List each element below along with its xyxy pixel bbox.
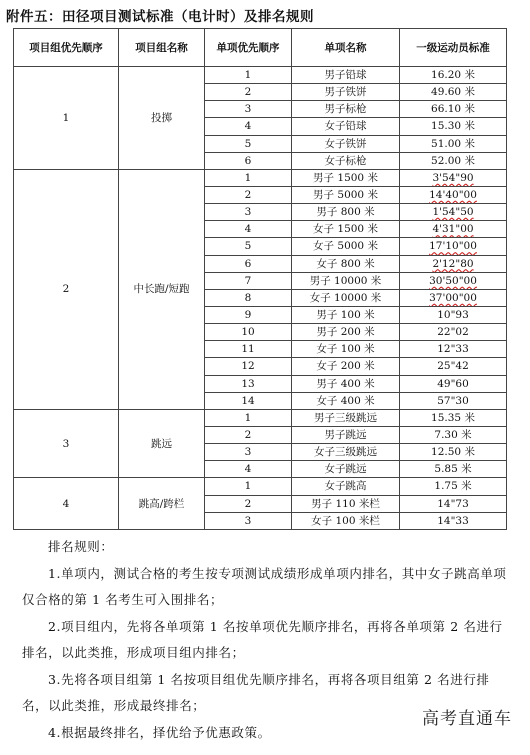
event-name-cell (292, 478, 400, 495)
standard-cell-text: 4'31"00 (432, 223, 474, 236)
standard-cell-text: 16.20 米 (431, 69, 475, 82)
standard-cell-text: 52.00 米 (431, 154, 475, 167)
event-order-cell-text: 2 (244, 86, 252, 99)
event-name-cell-text: 女子铅球 (324, 120, 367, 133)
event-order-cell-text: 2 (244, 189, 252, 202)
standard-cell-text: 12.50 米 (431, 446, 475, 459)
event-name-cell (292, 169, 400, 186)
header-event-order: 单项优先顺序 (205, 29, 292, 67)
standard-cell (400, 67, 507, 84)
event-name-cell-text: 女子标枪 (324, 154, 367, 167)
standard-cell (400, 84, 507, 101)
event-name-cell-text: 男子 100 米 (316, 309, 375, 322)
event-order-cell (205, 478, 292, 495)
standard-cell-text: 5.85 米 (434, 463, 472, 476)
event-name-cell-text: 女子铁饼 (324, 137, 367, 150)
event-name-cell-text: 男子铅球 (324, 69, 367, 82)
event-order-cell (205, 221, 292, 238)
standard-cell-text: 2'12"80 (432, 257, 474, 270)
group-name-cell: 中长跑/短跑 (119, 169, 205, 409)
standard-cell (400, 495, 507, 512)
standard-cell (400, 306, 507, 323)
event-name-cell (292, 152, 400, 169)
event-name-cell (292, 118, 400, 135)
event-order-cell-text: 3 (244, 514, 252, 527)
standard-cell (400, 444, 507, 461)
group-name-cell: 跳远 (119, 409, 205, 478)
event-order-cell-text: 1 (244, 480, 252, 493)
standard-cell (400, 186, 507, 203)
event-name-cell (292, 375, 400, 392)
standard-cell-text: 57"30 (437, 394, 469, 407)
rule-item-4: 4.根据最终排名，择优给予优惠政策。 (48, 724, 271, 740)
standard-cell (400, 289, 507, 306)
standard-cell-text: 7.30 米 (434, 429, 472, 442)
standard-cell (400, 341, 507, 358)
event-order-cell (205, 375, 292, 392)
standard-cell-text: 22"02 (437, 326, 469, 339)
event-order-cell-text: 8 (244, 291, 252, 304)
header-event-name: 单项名称 (292, 29, 400, 67)
event-order-cell-text: 3 (244, 206, 252, 219)
standard-cell (400, 169, 507, 186)
standard-cell-text: 17'10"00 (429, 240, 477, 253)
standard-cell-text: 1.75 米 (434, 480, 472, 493)
event-order-cell (205, 204, 292, 221)
table-row (14, 169, 507, 186)
event-order-cell-text: 5 (244, 240, 252, 253)
event-order-cell (205, 392, 292, 409)
rule-item-2: 2.项目组内，先将各单项第 1 名按单项优先顺序排名，再将各单项第 2 名进行排名，以此类推，形成项目组内排名； (22, 618, 503, 660)
event-name-cell (292, 135, 400, 152)
standard-cell (400, 324, 507, 341)
standard-cell (400, 101, 507, 118)
event-name-cell (292, 444, 400, 461)
standard-cell (400, 375, 507, 392)
event-order-cell-text: 6 (244, 257, 252, 270)
watermark-logo-text: 高考直通车 (418, 704, 516, 729)
event-name-cell (292, 186, 400, 203)
event-name-cell-text: 男子 200 米 (316, 326, 375, 339)
event-order-cell-text: 2 (244, 497, 252, 510)
event-name-cell-text: 男子 800 米 (316, 206, 375, 219)
standard-cell-text: 10"93 (437, 309, 469, 322)
standard-cell-text: 25"42 (437, 360, 469, 373)
event-order-cell-text: 9 (244, 309, 252, 322)
standard-cell-text: 49.60 米 (431, 86, 475, 99)
header-group-priority: 项目组优先顺序 (14, 29, 119, 67)
group-name-cell: 跳高/跨栏 (119, 478, 205, 529)
group-name-cell: 投掷 (119, 67, 205, 170)
event-name-cell (292, 461, 400, 478)
event-name-cell (292, 101, 400, 118)
event-order-cell-text: 4 (244, 223, 252, 236)
event-name-cell-text: 女子 100 米栏 (311, 514, 380, 527)
group-priority-cell: 4 (14, 478, 119, 529)
event-order-cell-text: 2 (244, 429, 252, 442)
event-name-cell (292, 238, 400, 255)
event-name-cell-text: 男子 10000 米 (309, 274, 382, 287)
event-order-cell-text: 12 (241, 360, 255, 373)
event-name-cell-text: 男子 400 米 (316, 377, 375, 390)
event-order-cell-text: 1 (244, 171, 252, 184)
event-order-cell-text: 4 (244, 463, 252, 476)
event-name-cell (292, 409, 400, 426)
standard-cell-text: 15.35 米 (431, 411, 475, 424)
event-name-cell (292, 426, 400, 443)
standard-cell-text: 12"33 (437, 343, 469, 356)
event-order-cell (205, 324, 292, 341)
event-name-cell-text: 女子 10000 米 (309, 291, 382, 304)
event-order-cell (205, 272, 292, 289)
standard-cell-text: 37'00"00 (429, 291, 477, 304)
event-order-cell-text: 7 (244, 274, 252, 287)
event-order-cell (205, 306, 292, 323)
event-name-cell-text: 女子 400 米 (316, 394, 375, 407)
event-name-cell-text: 男子 110 米栏 (311, 497, 380, 510)
standard-cell-text: 3'54"90 (432, 171, 474, 184)
event-name-cell-text: 男子铁饼 (324, 86, 367, 99)
event-order-cell (205, 409, 292, 426)
standard-cell (400, 512, 507, 529)
standard-cell (400, 118, 507, 135)
event-order-cell-text: 1 (244, 69, 252, 82)
event-name-cell (292, 255, 400, 272)
rules-heading: 排名规则： (48, 539, 114, 554)
event-name-cell (292, 84, 400, 101)
standard-cell-text: 14'40"00 (429, 189, 477, 202)
event-name-cell (292, 67, 400, 84)
standard-cell-text: 14"73 (437, 497, 469, 510)
group-priority-cell: 3 (14, 409, 119, 478)
header-standard: 一级运动员标准 (400, 29, 507, 67)
event-name-cell-text: 男子三级跳远 (314, 411, 377, 424)
event-order-cell (205, 118, 292, 135)
event-name-cell (292, 289, 400, 306)
event-name-cell-text: 女子 1500 米 (313, 223, 378, 236)
document-title: 附件五：田径项目测试标准（电计时）及排名规则 (6, 9, 314, 25)
standard-cell (400, 358, 507, 375)
event-name-cell (292, 392, 400, 409)
standard-cell (400, 426, 507, 443)
event-order-cell-text: 6 (244, 154, 252, 167)
event-name-cell (292, 324, 400, 341)
table-row (14, 409, 507, 426)
event-order-cell (205, 495, 292, 512)
event-order-cell (205, 152, 292, 169)
standard-cell (400, 221, 507, 238)
standard-cell (400, 135, 507, 152)
event-name-cell-text: 女子 800 米 (316, 257, 375, 270)
event-name-cell-text: 女子 200 米 (316, 360, 375, 373)
event-order-cell (205, 444, 292, 461)
standard-cell (400, 461, 507, 478)
standard-cell-text: 15.30 米 (431, 120, 475, 133)
standard-cell-text: 14"33 (437, 514, 469, 527)
event-name-cell-text: 女子 100 米 (316, 343, 375, 356)
event-order-cell (205, 341, 292, 358)
standard-cell (400, 204, 507, 221)
event-name-cell-text: 男子 5000 米 (313, 189, 378, 202)
table-header-row (14, 29, 507, 67)
event-order-cell (205, 461, 292, 478)
event-name-cell (292, 341, 400, 358)
table-body (14, 67, 507, 530)
event-order-cell-text: 4 (244, 120, 252, 133)
rule-item-1: 1.单项内，测试合格的考生按专项测试成绩形成单项内排名，其中女子跳高单项仅合格的第 1 名考生可入围排名； (22, 565, 507, 607)
standard-cell (400, 392, 507, 409)
event-name-cell (292, 272, 400, 289)
standards-table (13, 28, 507, 530)
event-order-cell-text: 14 (241, 394, 255, 407)
standard-cell-text: 49"60 (437, 377, 469, 390)
event-name-cell-text: 女子跳高 (324, 480, 367, 493)
event-order-cell-text: 13 (241, 377, 255, 390)
event-order-cell-text: 1 (244, 411, 252, 424)
standard-cell-text: 66.10 米 (431, 103, 475, 116)
event-order-cell (205, 358, 292, 375)
event-order-cell (205, 135, 292, 152)
group-priority-cell: 1 (14, 67, 119, 170)
event-order-cell (205, 238, 292, 255)
standard-cell (400, 238, 507, 255)
event-name-cell (292, 221, 400, 238)
event-name-cell-text: 男子跳远 (324, 429, 367, 442)
event-order-cell (205, 512, 292, 529)
event-name-cell-text: 女子 5000 米 (313, 240, 378, 253)
event-order-cell (205, 101, 292, 118)
event-name-cell (292, 204, 400, 221)
event-order-cell-text: 11 (241, 343, 255, 356)
event-name-cell-text: 男子 1500 米 (313, 171, 378, 184)
event-order-cell-text: 10 (241, 326, 255, 339)
table-row (14, 67, 507, 84)
event-name-cell (292, 512, 400, 529)
event-order-cell (205, 289, 292, 306)
event-order-cell (205, 255, 292, 272)
event-order-cell (205, 67, 292, 84)
event-order-cell (205, 84, 292, 101)
group-priority-cell: 2 (14, 169, 119, 409)
event-order-cell (205, 186, 292, 203)
event-name-cell (292, 358, 400, 375)
standard-cell-text: 1'54"50 (432, 206, 474, 219)
event-name-cell (292, 306, 400, 323)
standard-cell (400, 255, 507, 272)
event-name-cell-text: 女子跳远 (324, 463, 367, 476)
event-order-cell-text: 3 (244, 103, 252, 116)
event-order-cell-text: 5 (244, 137, 252, 150)
event-order-cell (205, 426, 292, 443)
event-name-cell (292, 495, 400, 512)
standard-cell (400, 409, 507, 426)
table-row (14, 478, 507, 495)
event-name-cell-text: 男子标枪 (324, 103, 367, 116)
standard-cell-text: 51.00 米 (431, 137, 475, 150)
event-order-cell-text: 3 (244, 446, 252, 459)
event-name-cell-text: 女子三级跳远 (314, 446, 377, 459)
standard-cell-text: 30'50"00 (429, 274, 477, 287)
rule-item-3: 3.先将各项目组第 1 名按项目组优先顺序排名，再将各项目组第 2 名进行排名，以此类推，形成最终排名； (22, 671, 490, 713)
standard-cell (400, 152, 507, 169)
standard-cell (400, 478, 507, 495)
standard-cell (400, 272, 507, 289)
event-order-cell (205, 169, 292, 186)
header-group-name: 项目组名称 (119, 29, 205, 67)
